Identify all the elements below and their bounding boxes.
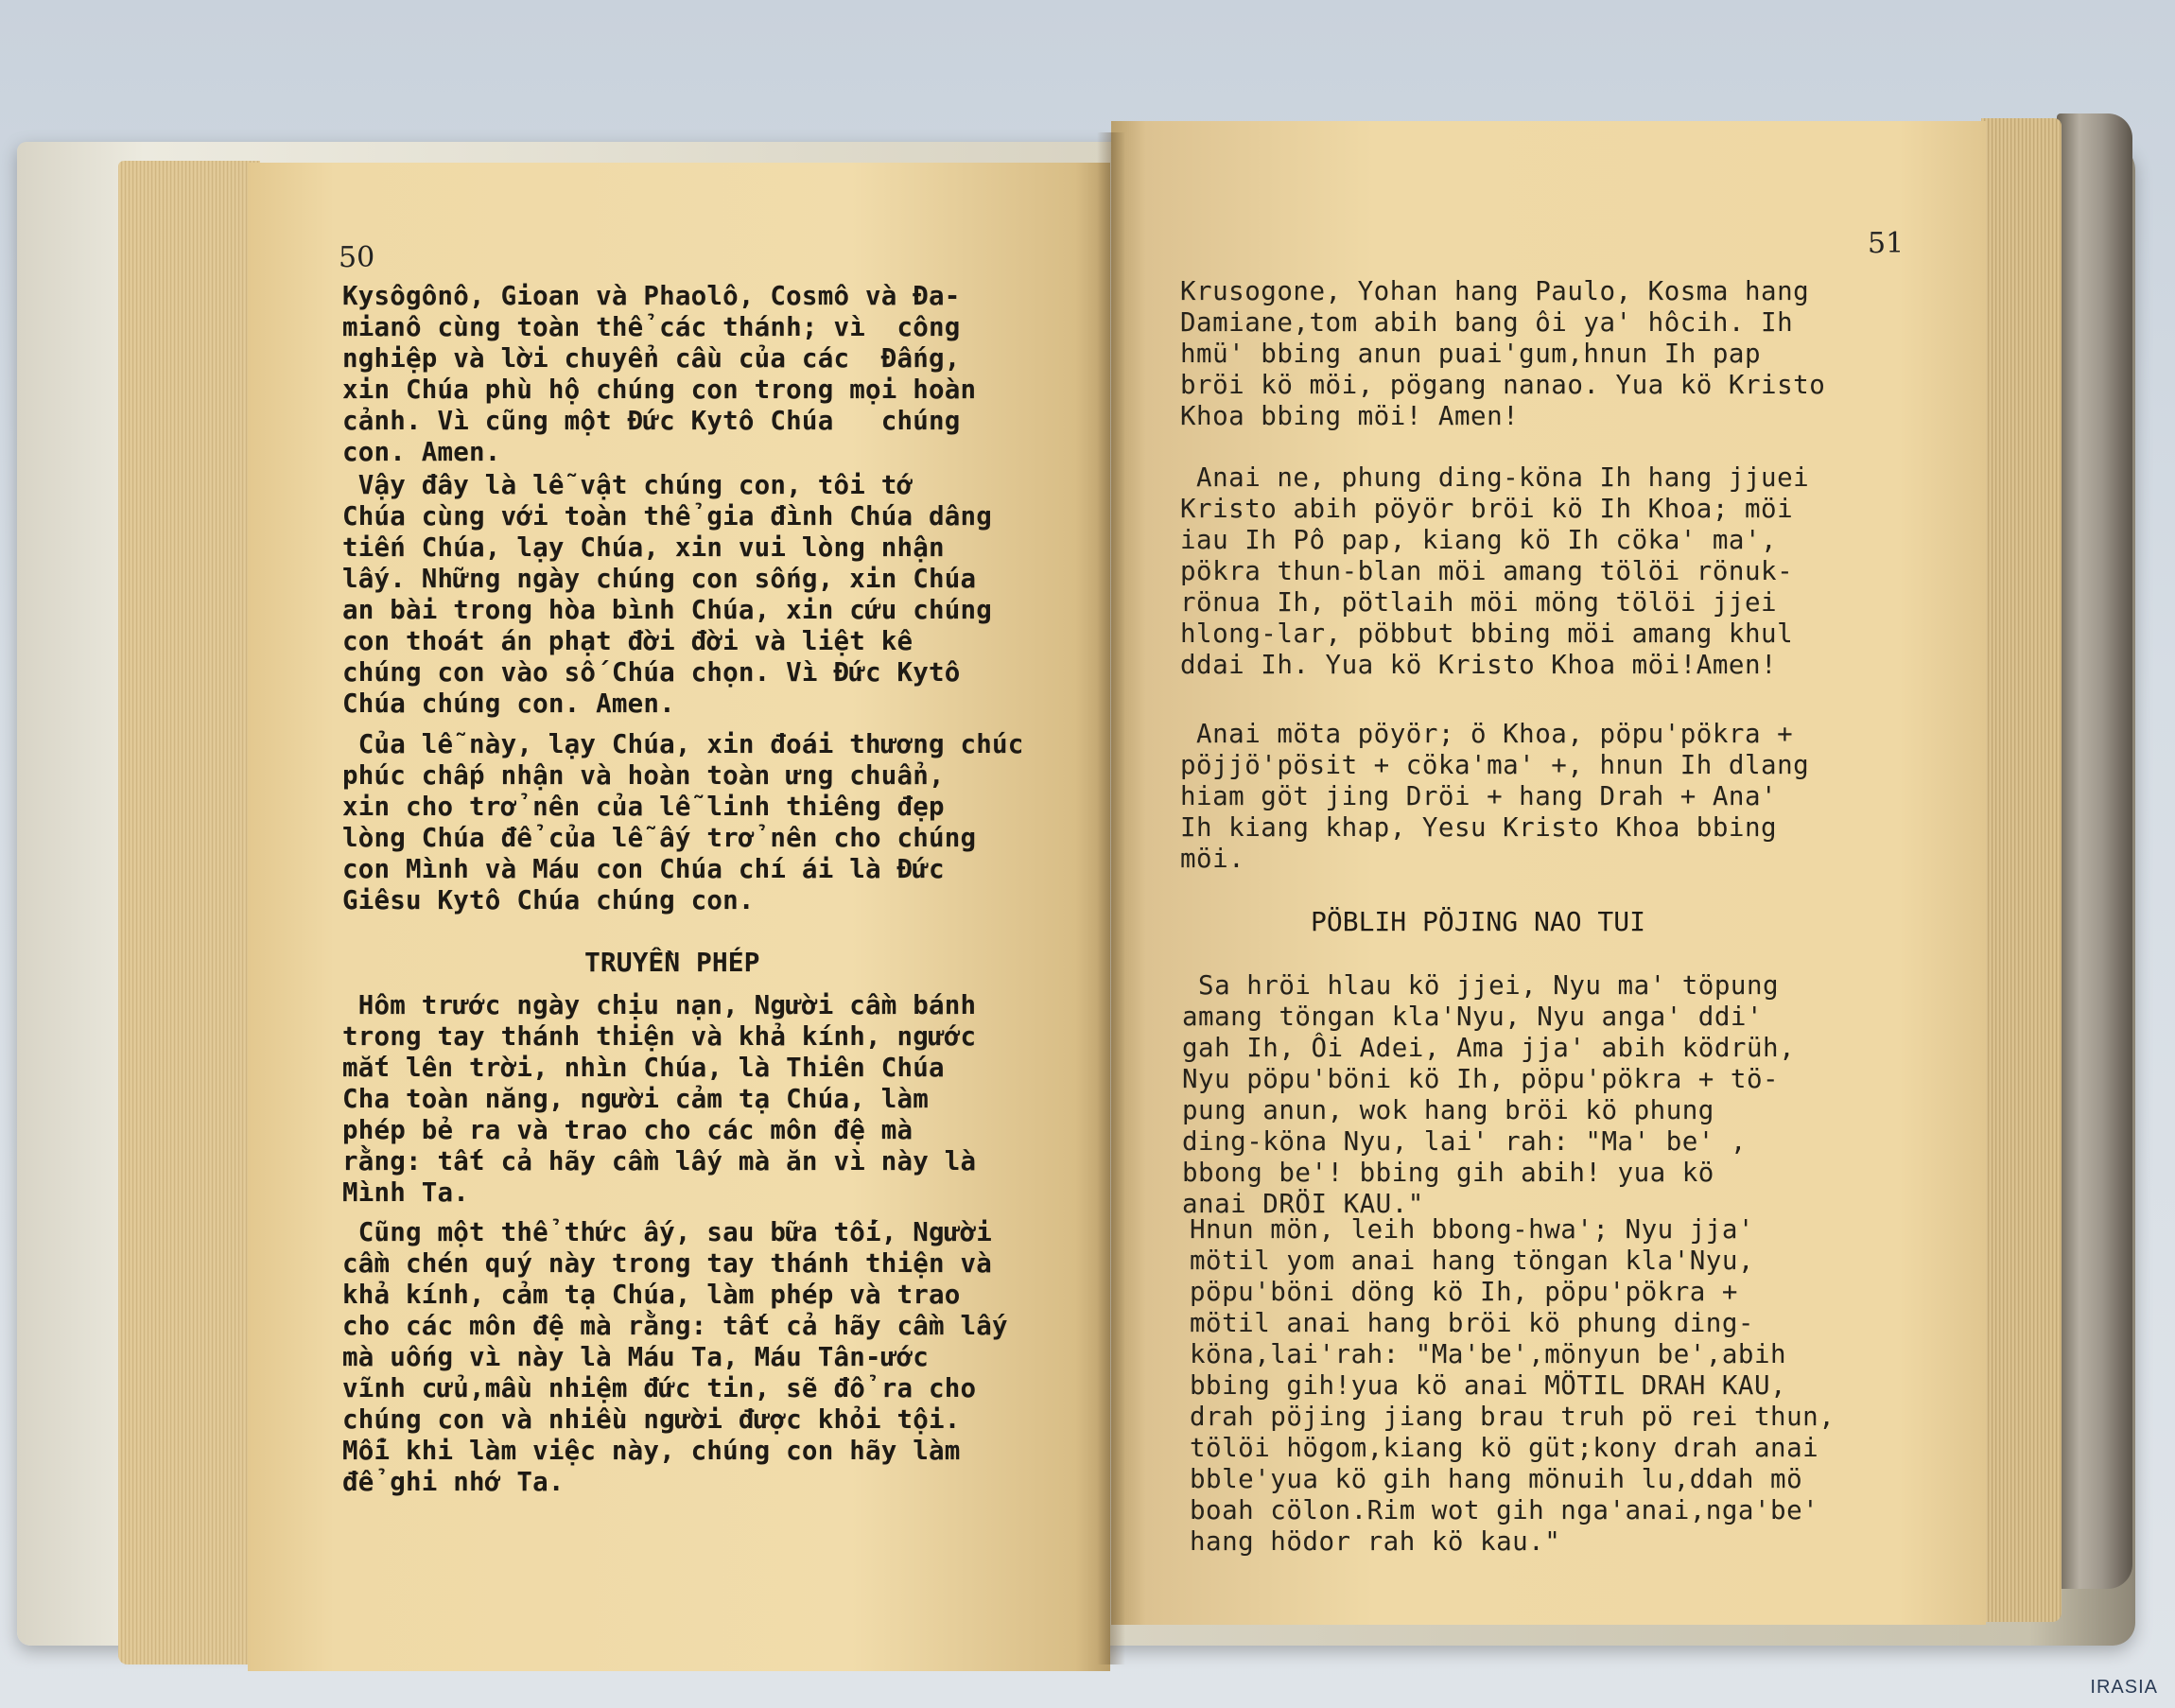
right-section-heading: PÖBLIH PÖJING NAO TUI xyxy=(1311,906,1646,937)
right-paragraph-5: Hnun mön, leih bbong-hwa'; Nyu jja' mötil yom anai hang töngan kla'Nyu, pöpu'böni döng kö Ih, pöpu'pökra + mötil anai hang bröi kö phung ding- köna,lai'rah: "Ma'be',mönyun be',abih bbing gih!yua kö anai MÖTIL DRAH KAU, drah pöjing jiang brau truh pö rei thun, tölöi högom,kiang kö güt;kony drah anai bble'yua kö gih hang mönuih lu,ddah mö boah cölon.Rim wot gih nga'anai,nga'be' hang hödor rah kö kau." xyxy=(1190,1214,1836,1557)
left-paragraph-2: Vậy đây là lễ vật chúng con, tôi tớ Chúa cùng với toàn thể gia đình Chúa dâng tiến Chúa, lạy Chúa, xin vui lòng nhận lấy. Những ngày chúng con sống, xin Chúa an bài trong hòa bình Chúa, xin cứu chúng con thoát án phạt đời đời và liệt kê chúng con vào số Chúa chọn. Vì Đức Kytô Chúa chúng con. Amen. xyxy=(342,470,993,719)
book-gutter xyxy=(1097,132,1125,1664)
book-spine xyxy=(2057,113,2132,1589)
left-paragraph-3: Của lễ này, lạy Chúa, xin đoái thương chúc phúc chấp nhận và hoàn toàn ưng chuẩn, xin cho trở nên của lễ linh thiêng đẹp lòng Chúa để của lễ ấy trở nên cho chúng con Mình và Máu con Chúa chí ái là Đức Giêsu Kytô Chúa chúng con. xyxy=(342,729,1024,915)
left-section-heading: TRUYỀN PHÉP xyxy=(584,947,760,978)
left-page-number: 50 xyxy=(339,241,375,274)
right-paragraph-1: Krusogone, Yohan hang Paulo, Kosma hang Damiane,tom abih bang ôi ya' hôcih. Ih hmü' bbing anun puai'gum,hnun Ih pap bröi kö möi, pögang nanao. Yua kö Kristo Khoa bbing möi! Amen! xyxy=(1180,276,1826,431)
watermark-label: IRASIA xyxy=(2090,1677,2158,1698)
right-paragraph-3: Anai möta pöyör; ö Khoa, pöpu'pökra + pöjjö'pösit + cöka'ma' +, hnun Ih dlang hiam göt jing Dröi + hang Drah + Ana' Ih kiang khap, Yesu Kristo Khoa bbing möi. xyxy=(1180,719,1810,874)
page-edges-right xyxy=(1981,118,2062,1622)
right-paragraph-4: Sa hröi hlau kö jjei, Nyu ma' töpung amang töngan kla'Nyu, Nyu anga' ddi' gah Ih, Ôi Adei, Ama jja' abih ködrüh, Nyu pöpu'böni kö Ih, pöpu'pökra + tö- pung anun, wok hang bröi kö phung ding-köna Nyu, lai' rah: "Ma' be' , bbong be'! bbing gih abih! yua kö anai DRÖI KAU." xyxy=(1182,970,1796,1219)
right-page-number: 51 xyxy=(1868,227,1905,260)
left-paragraph-1: Kysôgônô, Gioan và Phaolô, Cosmô và Đa- mianô cùng toàn thể các thánh; vì công nghiệp và lời chuyển cầu của các Đấng, xin Chúa phù hộ chúng con trong mọi hoàn cảnh. Vì cũng một Đức Kytô Chúa chúng con. Amen. xyxy=(342,281,977,467)
page-edges-left xyxy=(118,161,260,1664)
left-paragraph-5: Cũng một thể thức ấy, sau bữa tối, Người cầm chén quý này trong tay thánh thiện và khả kính, cảm tạ Chúa, làm phép và trao cho các môn đệ mà rằng: tất cả hãy cầm lấy mà uống vì này là Máu Ta, Máu Tân-ước vĩnh cửu,mầu nhiệm đức tin, sẽ đổ ra cho chúng con và nhiều người được khỏi tội. Mỗi khi làm việc này, chúng con hãy làm để ghi nhớ Ta. xyxy=(342,1217,1008,1497)
left-paragraph-4: Hôm trước ngày chịu nạn, Người cầm bánh trong tay thánh thiện và khả kính, ngước mắt lên trời, nhìn Chúa, là Thiên Chúa Cha toàn năng, người cảm tạ Chúa, làm phép bẻ ra và trao cho các môn đệ mà rằng: tất cả hãy cầm lấy mà ăn vì này là Mình Ta. xyxy=(342,990,977,1208)
right-paragraph-2: Anai ne, phung ding-köna Ih hang jjuei Kristo abih pöyör bröi kö Ih Khoa; möi iau Ih Pô pap, kiang kö Ih cöka' ma', pökra thun-blan möi amang tölöi rönuk- rönua Ih, pötlaih möi möng tölöi jjei hlong-lar, pöbbut bbing möi amang khul ddai Ih. Yua kö Kristo Khoa möi!Amen! xyxy=(1180,462,1810,680)
